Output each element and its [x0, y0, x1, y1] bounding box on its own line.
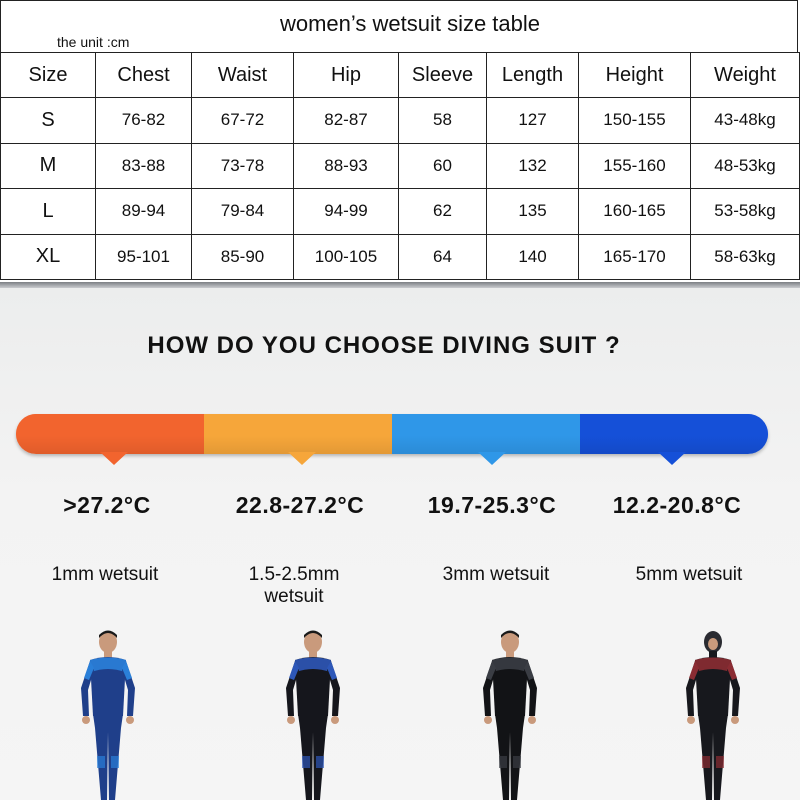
table-cell: 94-99 — [294, 189, 399, 235]
temperature-bar-segment-hot — [16, 414, 204, 454]
column-header-size: Size — [1, 53, 96, 98]
temperature-bar-segment-cool — [392, 414, 580, 454]
suit-thickness-line: wetsuit — [264, 586, 324, 607]
table-title: women’s wetsuit size table — [279, 11, 541, 36]
figure-drawing — [63, 628, 153, 800]
table-cell: 88-93 — [294, 143, 399, 189]
suit-thickness-line: 1.5-2.5mm — [248, 564, 340, 585]
table-cell: 95-101 — [96, 234, 192, 280]
suit-thickness-label — [599, 564, 779, 586]
figure-left-knee-panel — [499, 756, 507, 768]
figure-left-hand — [287, 716, 295, 724]
temperature-range-label: 19.7-25.3°C — [427, 492, 557, 518]
table-cell: 82-87 — [294, 98, 399, 144]
table-cell: S — [1, 98, 96, 144]
temperature-bar-segment-cold — [580, 414, 768, 454]
figure-right-hand — [731, 716, 739, 724]
column-header-length: Length — [487, 53, 579, 98]
figure-right-knee-panel — [316, 756, 324, 768]
suit-guide-section — [0, 288, 800, 800]
table-cell: L — [1, 189, 96, 235]
diver-figure-icon — [465, 628, 555, 800]
temperature-bar — [16, 414, 768, 454]
table-cell: 43-48kg — [691, 98, 800, 144]
table-cell: XL — [1, 234, 96, 280]
table-cell: 100-105 — [294, 234, 399, 280]
guide-heading: HOW DO YOU CHOOSE DIVING SUIT ? — [147, 332, 621, 359]
table-cell: 132 — [487, 143, 579, 189]
diver-figure-icon — [268, 628, 358, 800]
suit-thickness-label — [406, 564, 586, 586]
table-cell: 48-53kg — [691, 143, 800, 189]
table-cell: M — [1, 143, 96, 189]
size-table — [0, 52, 800, 280]
table-cell: 58 — [399, 98, 487, 144]
table-cell: 62 — [399, 189, 487, 235]
table-cell: 73-78 — [192, 143, 294, 189]
table-cell: 155-160 — [579, 143, 691, 189]
figure-right-knee-panel — [111, 756, 119, 768]
figure-left-hand — [82, 716, 90, 724]
hooded-diver-figure-icon — [668, 628, 758, 800]
figure-left-hand — [687, 716, 695, 724]
table-cell: 140 — [487, 234, 579, 280]
column-header-chest: Chest — [96, 53, 192, 98]
suit-thickness-line: 1mm wetsuit — [51, 564, 159, 585]
table-header-row — [1, 53, 800, 98]
temperature-range-label: >27.2°C — [63, 492, 151, 518]
table-cell: 58-63kg — [691, 234, 800, 280]
diver-figure-icon — [63, 628, 153, 800]
figure-neck — [104, 651, 112, 658]
table-cell: 79-84 — [192, 189, 294, 235]
pointer-arrow-icon — [288, 452, 316, 465]
column-header-waist: Waist — [192, 53, 294, 98]
table-cell: 135 — [487, 189, 579, 235]
pointer-arrow-icon — [100, 452, 128, 465]
table-cell: 150-155 — [579, 98, 691, 144]
suit-thickness-label — [15, 564, 195, 586]
table-cell: 64 — [399, 234, 487, 280]
column-header-hip: Hip — [294, 53, 399, 98]
table-cell: 53-58kg — [691, 189, 800, 235]
suit-thickness-line: 3mm wetsuit — [442, 564, 550, 585]
pointer-arrow-icon — [478, 452, 506, 465]
figure-right-hand — [126, 716, 134, 724]
table-cell: 160-165 — [579, 189, 691, 235]
pointer-arrow-icon — [658, 452, 686, 465]
figure-left-hand — [484, 716, 492, 724]
figure-drawing — [668, 628, 758, 800]
figure-right-knee-panel — [716, 756, 724, 768]
figure-right-hand — [528, 716, 536, 724]
table-cell: 85-90 — [192, 234, 294, 280]
figure-neck — [709, 651, 717, 658]
unit-note: the unit :cm — [57, 34, 130, 50]
figure-right-knee-panel — [513, 756, 521, 768]
table-cell: 89-94 — [96, 189, 192, 235]
figure-neck — [309, 651, 317, 658]
suit-thickness-label — [204, 564, 384, 608]
figure-left-knee-panel — [702, 756, 710, 768]
table-cell: 67-72 — [192, 98, 294, 144]
figure-drawing — [268, 628, 358, 800]
temperature-range-label: 12.2-20.8°C — [612, 492, 742, 518]
figure-left-knee-panel — [302, 756, 310, 768]
column-header-sleeve: Sleeve — [399, 53, 487, 98]
figure-drawing — [465, 628, 555, 800]
table-cell: 76-82 — [96, 98, 192, 144]
size-table-section — [0, 0, 800, 282]
table-row — [1, 189, 800, 235]
table-title-row — [0, 0, 798, 52]
column-header-height: Height — [579, 53, 691, 98]
table-cell: 60 — [399, 143, 487, 189]
suit-thickness-line: 5mm wetsuit — [635, 564, 743, 585]
temperature-bar-segment-warm — [204, 414, 392, 454]
table-row — [1, 98, 800, 144]
temperature-range-label: 22.8-27.2°C — [235, 492, 365, 518]
column-header-weight: Weight — [691, 53, 800, 98]
table-cell: 83-88 — [96, 143, 192, 189]
figure-left-knee-panel — [97, 756, 105, 768]
figure-face — [708, 638, 718, 650]
figure-neck — [506, 651, 514, 658]
table-cell: 165-170 — [579, 234, 691, 280]
table-row — [1, 143, 800, 189]
figure-right-hand — [331, 716, 339, 724]
table-row — [1, 234, 800, 280]
table-cell: 127 — [487, 98, 579, 144]
